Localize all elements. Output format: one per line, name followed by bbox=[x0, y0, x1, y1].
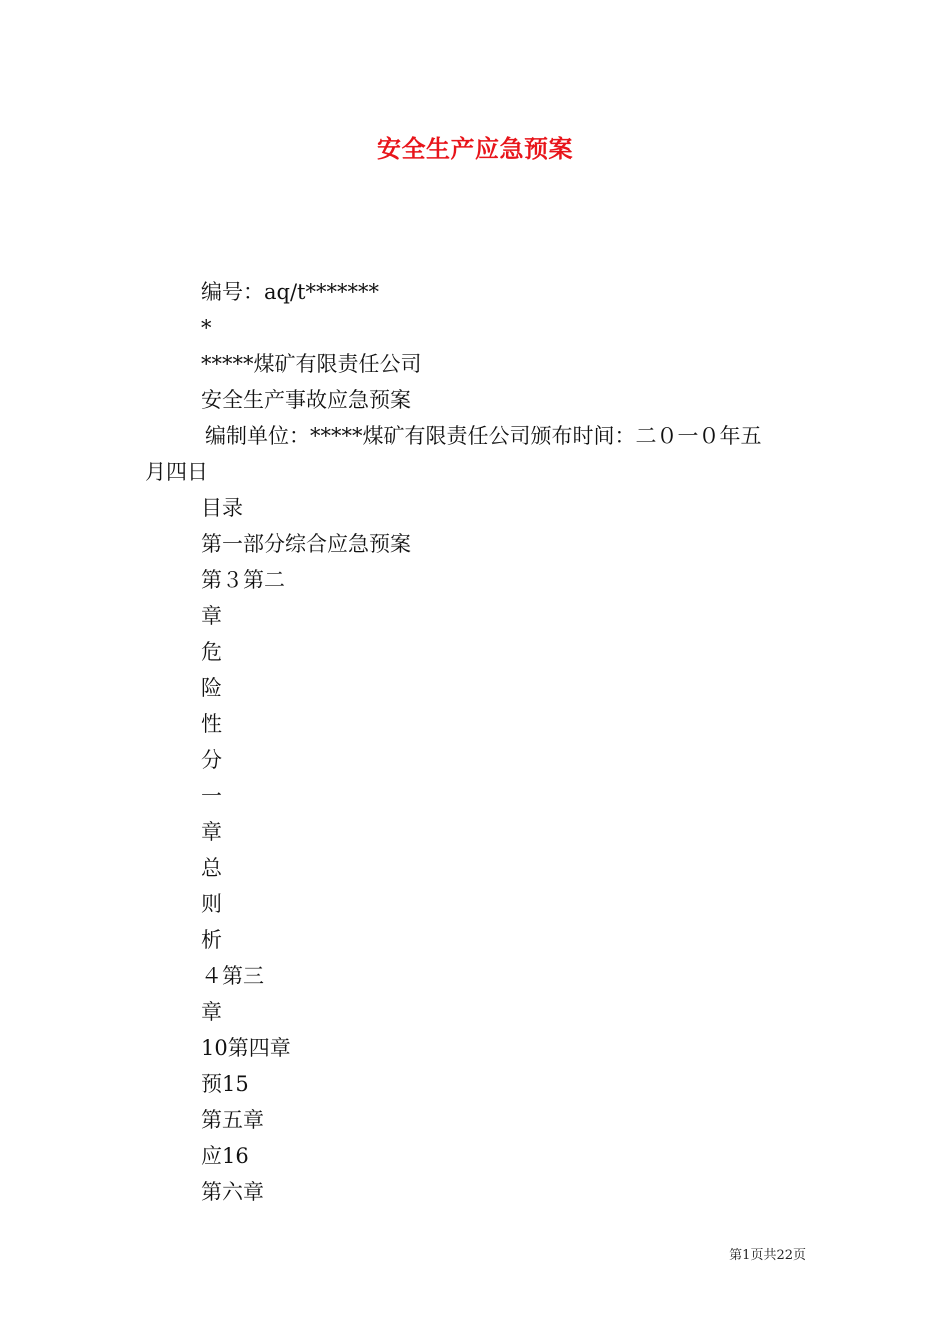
plan-name-line: 安全生产事故应急预案 bbox=[201, 388, 411, 412]
toc-line: 第３第二 bbox=[201, 568, 285, 592]
toc-line: ４第三 bbox=[201, 964, 264, 988]
toc-line: 第五章 bbox=[201, 1108, 264, 1132]
toc-line: 则 bbox=[201, 892, 222, 916]
toc-line: 章 bbox=[201, 604, 222, 628]
doc-number-continuation: * bbox=[201, 316, 212, 340]
toc-line: 10第四章 bbox=[201, 1036, 291, 1060]
date-continuation-line: 月四日 bbox=[145, 460, 208, 484]
toc-line: 分 bbox=[201, 748, 222, 772]
compiler-and-date-line: 编制单位：*****煤矿有限责任公司颁布时间：二０一０年五 bbox=[205, 424, 762, 448]
toc-line: 险 bbox=[201, 676, 222, 700]
toc-line: 性 bbox=[201, 712, 222, 736]
doc-number-line: 编号：aq/t******* bbox=[201, 280, 379, 304]
toc-line: 总 bbox=[201, 856, 222, 880]
document-body bbox=[0, 274, 950, 1210]
toc-part-one: 第一部分综合应急预案 bbox=[201, 532, 411, 556]
toc-line: 析 bbox=[201, 928, 222, 952]
toc-line: 危 bbox=[201, 640, 222, 664]
toc-line: 第六章 bbox=[201, 1180, 264, 1204]
toc-line: 预15 bbox=[201, 1072, 249, 1096]
toc-heading: 目录 bbox=[201, 496, 243, 520]
company-name-line: *****煤矿有限责任公司 bbox=[201, 352, 422, 376]
document-title: 安全生产应急预案 bbox=[377, 134, 573, 163]
toc-line: 章 bbox=[201, 820, 222, 844]
page-number-footer: 第1页共22页 bbox=[729, 1248, 806, 1263]
toc-line: 章 bbox=[201, 1000, 222, 1024]
toc-line: 一 bbox=[201, 784, 222, 808]
toc-line: 应16 bbox=[201, 1144, 249, 1168]
